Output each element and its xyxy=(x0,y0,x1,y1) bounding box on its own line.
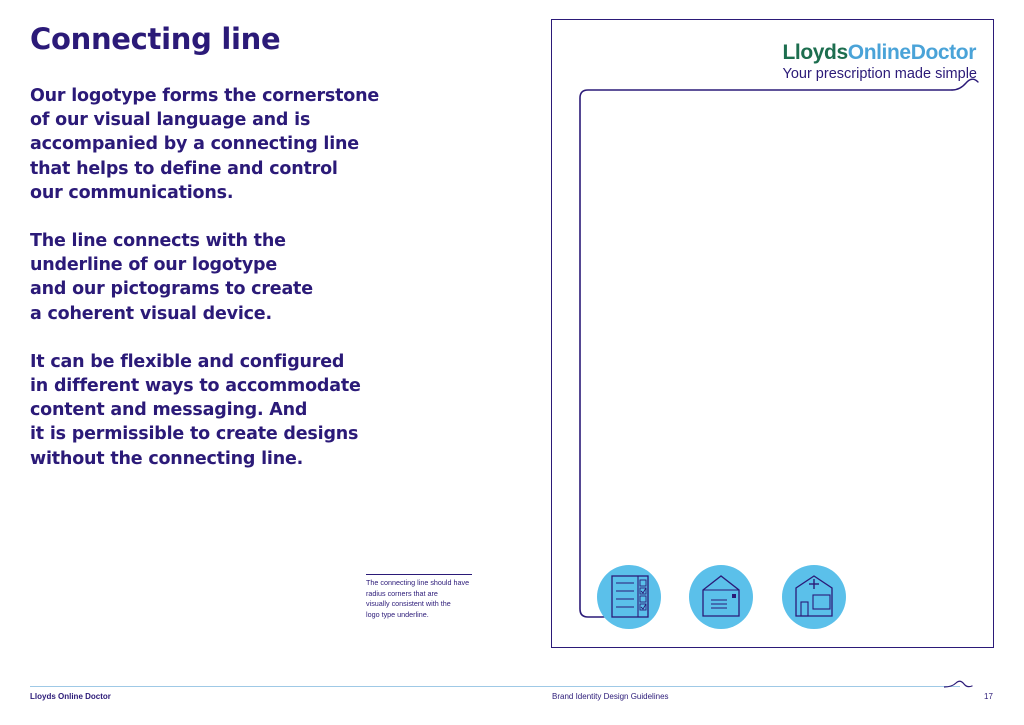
footer-squiggle-icon xyxy=(944,680,974,694)
envelope-house-icon xyxy=(689,565,753,629)
checklist-icon xyxy=(597,565,661,629)
footer-brand: Lloyds Online Doctor xyxy=(30,692,111,701)
connecting-line-graphic xyxy=(552,20,995,649)
caption-rule xyxy=(366,574,472,575)
paragraph-logotype: Our logotype forms the cornerstone of our visual language and is accompanied by a connecting line that helps to define and control our communications. xyxy=(30,86,380,203)
page-title: Connecting line xyxy=(30,22,281,56)
logo-lloyds: Lloyds xyxy=(782,41,848,64)
pharmacy-icon xyxy=(782,565,846,629)
layout-example-frame xyxy=(551,19,994,648)
connecting-line xyxy=(580,90,952,617)
footer-document-title: Brand Identity Design Guidelines xyxy=(552,692,669,701)
logo-online-doctor: OnlineDoctor xyxy=(847,41,976,64)
caption-text: The connecting line should have radius corners that are visually consistent with the logo type underline. xyxy=(366,578,470,619)
footer-rule xyxy=(30,686,960,687)
logo-wordmark xyxy=(782,41,977,65)
brand-logo xyxy=(782,41,977,83)
paragraph-line-connects: The line connects with the underline of our logotype and our pictograms to create a coherent visual device. xyxy=(30,231,313,324)
caption xyxy=(366,574,472,620)
paragraph-flexible: It can be flexible and configured in different ways to accommodate content and messaging. And it is permissible to create designs without the connecting line. xyxy=(30,351,361,469)
page-number: 17 xyxy=(984,692,993,701)
logo-tagline: Your prescription made simple xyxy=(782,66,977,82)
body-copy xyxy=(30,84,430,495)
